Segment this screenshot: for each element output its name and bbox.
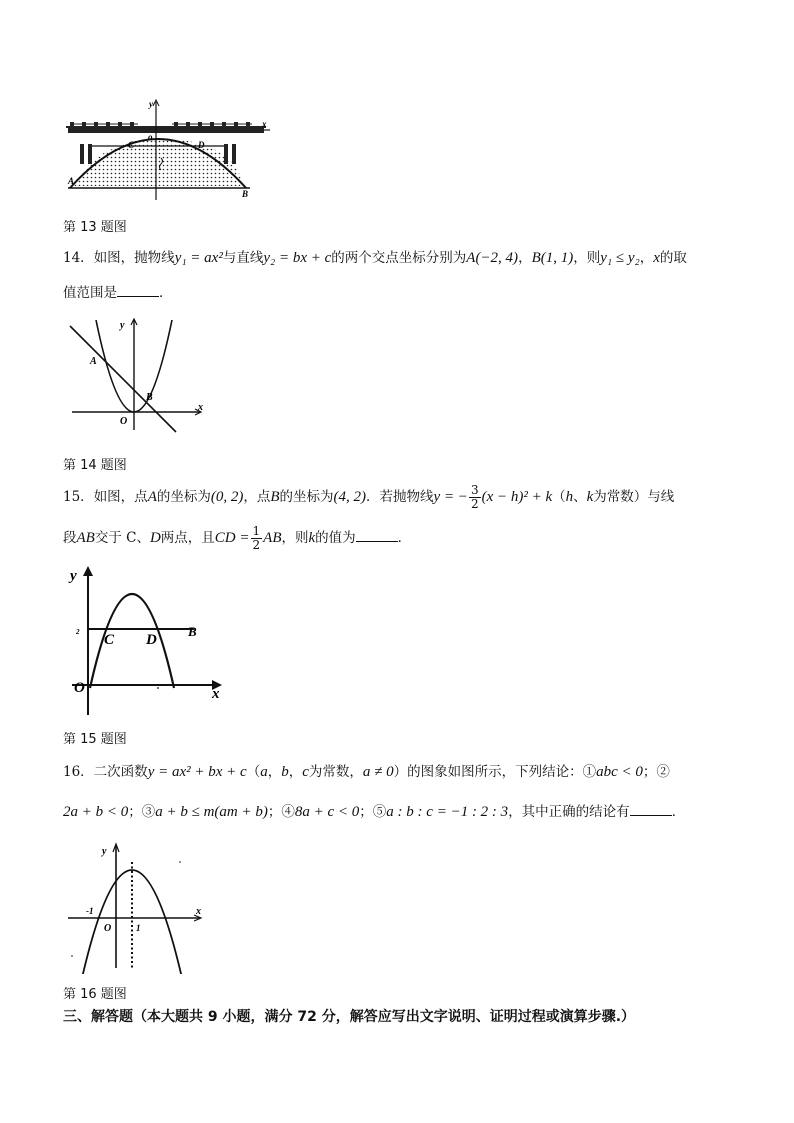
fig13-label-c: C xyxy=(128,140,135,150)
fig13-caption: 第 13 题图 xyxy=(63,220,127,235)
question-16-line1: 16．二次函数y = ax² + bx + c（a，b，c为常数，a ≠ 0）的图象如图所示，下列结论：①abc < 0；② xyxy=(63,764,670,780)
fig13-label-a: A xyxy=(68,176,75,186)
fig16-label-x: x xyxy=(196,906,201,917)
q14-math-ineq: y₁ ≤ y₂ xyxy=(600,250,640,266)
fig13-label-d: D xyxy=(198,140,205,150)
fig15-label-x: x xyxy=(212,686,220,702)
fig16-label-o: O xyxy=(104,923,112,934)
fig16-caption: 第 16 题图 xyxy=(63,987,127,1002)
fig15-label-y: y xyxy=(70,568,77,584)
fig14-label-b: B xyxy=(146,392,153,403)
question-15-line2: 段AB交于 C、D两点，且CD = $\frac{1}{2}$ AB，则k的值为 ． xyxy=(63,524,412,552)
fig15-caption: 第 15 题图 xyxy=(63,732,127,747)
q15-fraction-2: $\frac{1}{2}$ xyxy=(252,524,261,552)
fig16-label-neg1: -1 xyxy=(86,906,94,916)
fig15-label-tick: 2 xyxy=(76,628,80,636)
figure-14 xyxy=(62,314,210,436)
fig14-label-y: y xyxy=(120,320,125,331)
q16-number: 16． xyxy=(63,764,94,780)
fig16-label-one: 1 xyxy=(136,923,141,933)
q14-math-y1: y₁ = ax² xyxy=(174,250,223,266)
q14-answer-blank[interactable] xyxy=(117,284,159,297)
q14-number: 14． xyxy=(63,250,94,266)
figure-15 xyxy=(62,562,230,720)
figure-16 xyxy=(62,838,210,974)
fig13-label-o: o xyxy=(148,132,153,142)
figure-13 xyxy=(62,96,276,208)
fig13-label-x: x xyxy=(262,119,267,129)
question-14-line2: 值范围是 ． xyxy=(63,285,173,301)
fig14-label-a: A xyxy=(90,356,97,367)
q15-fraction: $\frac{3}{2}$ xyxy=(470,483,479,511)
fig13-label-y: y xyxy=(149,99,153,109)
fig14-caption: 第 14 题图 xyxy=(63,458,127,473)
q14-math-y2: y₂ = bx + c xyxy=(263,250,332,266)
q14-math-x: x xyxy=(653,250,660,266)
fig15-label-b: B xyxy=(188,624,197,639)
section-3-heading: 三、解答题（本大题共 9 小题，满分 72 分，解答应写出文字说明、证明过程或演算步骤.） xyxy=(63,1009,636,1025)
q16-answer-blank[interactable] xyxy=(630,803,672,816)
question-14-line1: 14．如图，抛物线y₁ = ax²与直线y₂ = bx + c的两个交点坐标分别为A(−2, 4)，B(1, 1)，则y₁ ≤ y₂，x的取 xyxy=(63,250,687,266)
q15-number: 15． xyxy=(63,489,94,505)
fig14-label-o: O xyxy=(120,416,128,427)
q14-math-B: B(1, 1) xyxy=(531,250,574,266)
q15-answer-blank[interactable] xyxy=(356,529,398,542)
fig13-label-b: B xyxy=(242,189,249,199)
q14-math-A: A(−2, 4) xyxy=(466,250,519,266)
question-16-line2: 2a + b < 0；③a + b ≤ m(am + b)；④8a + c < 0；⑤a : b : c = −1 : 2 : 3，其中正确的结论有 ． xyxy=(63,804,686,820)
fig14-label-x: x xyxy=(198,402,203,413)
fig15-label-c: C xyxy=(104,632,115,648)
fig15-label-o: O xyxy=(74,680,85,696)
fig15-label-d: D xyxy=(146,632,157,648)
question-15-line1: 15．如图，点A的坐标为(0, 2)，点B的坐标为(4, 2)．若抛物线y = − $\frac{3}{2}$ (x − h)² + k（h、k为常数）与线 xyxy=(63,483,675,511)
fig16-label-y: y xyxy=(102,846,107,857)
